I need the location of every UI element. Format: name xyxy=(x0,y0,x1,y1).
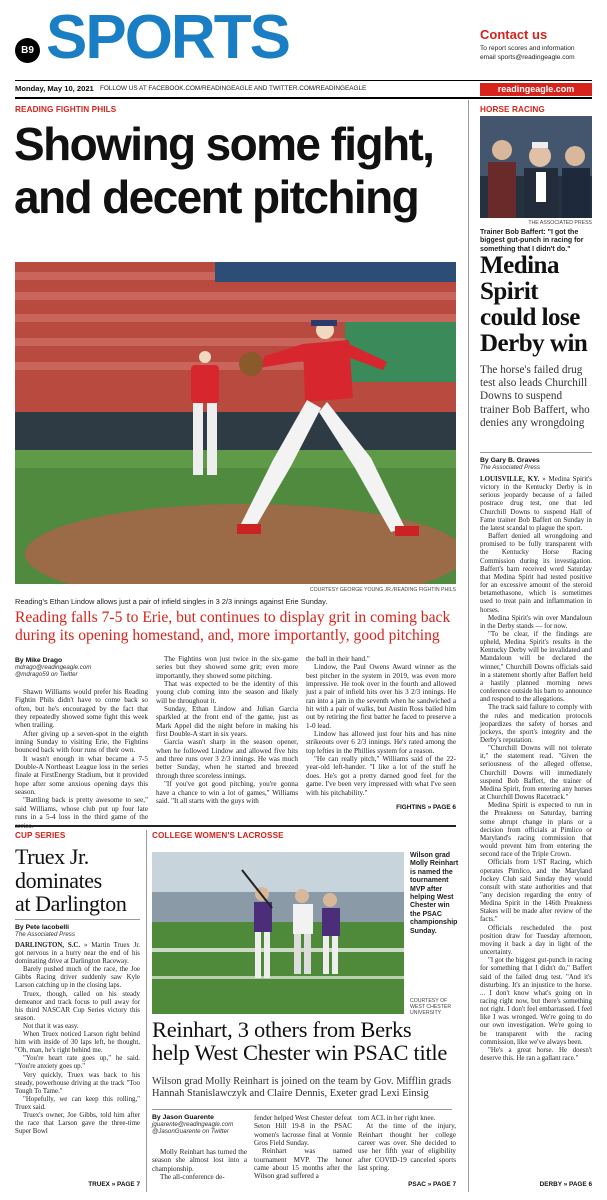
lead-deck-2: during its opening homestand, and, more importantly, good pitching xyxy=(15,627,440,644)
cup-byline-block xyxy=(15,924,140,938)
cup-jump[interactable]: TRUEX » PAGE 7 xyxy=(88,1181,140,1188)
cup-divider xyxy=(146,830,147,1192)
lax-headline-2: help West Chester win PSAC title xyxy=(152,1040,448,1065)
lax-col-3: torn ACL in her right knee. At the time of the injury, Reinhart thought her college career was over. She decided to use her fifth year of eligibility after COVID-19 canceled sports last spring. xyxy=(358,1114,456,1173)
racing-headline: Medina Spirit could lose Derby win xyxy=(480,252,588,357)
date-rule xyxy=(15,97,592,99)
lead-col-2: The Fightins won just twice in the six-game series but they showed some grit; even more importantly, they showed some pitching. That was expected to be the identity of this young club coming into the season and likely will be throughout it. Sunday, Ethan Lindow and Julian Garcia sparkled at the front end of the game, just as Mark Appel did the night before in making his first Double-A start in six years. Garcia wasn't sharp in the season opener, when he followed Lindow and allowed five hits and three runs over 3 2/3 innings. He was much better Sunday, when he started and breezed through three scoreless innings. "If you've got good pitching, you're gonna have a chance to win a lot of games," Williams said. "It all starts with the guys with xyxy=(156,655,298,805)
lead-section-label: READING FIGHTIN PHILS xyxy=(15,105,117,114)
lead-photo xyxy=(15,262,456,584)
lax-headline-1: Reinhart, 3 others from Berks xyxy=(152,1017,412,1042)
racing-body: LOUISVILLE, KY. » Medina Spirit's victory in the Kentucky Derby is in serious jeopardy because of a failed postrace drug test, one that led Churchill Downs to suspend Hall of Fame trainer Bob Baffert on Sunday in the latest scandal to plague the sport. Baffert denied all wrongdoing and promised to be fully transparent with the Kentucky Horse Racing Commission during its investigation. Baffert's barn received word Saturday that Medina Spirit had tested positive for an excessive amount of the steroid betamethasone, which is sometimes used to treat pain and inflammation in horses. Medina Spirit's win over Mandaloun in the Derby stands — for now. "To be clear, if the findings are upheld, Medina Spirit's results in the Kentucky Derby will be invalidated and Mandaloun will be declared the winner," Churchill Downs officials said in a statement shortly after Baffert held a hastily planned morning news conference outside his barn to announce and respond to the allegations. The track said failure to comply with the rules and medication protocols jeopardizes the safety of horses and jockeys, the sport's integrity and the Derby's reputation. "Churchill Downs will not tolerate it," the statement read. "Given the seriousness of the alleged offense, Churchill Downs will immediately suspend Bob Baffert, the trainer of Medina Spirit, from entering any horses at Churchill Downs Racetrack." Medina Spirit is expected to run in the Preakness on Saturday, barring some abrupt change in plans or a decision from officials at Pimlico or Maryland's racing commission that would prevent him from entering the second race of the Triple Crown. Officials from 1/ST Racing, which operates Pimlico, and the Maryland Jockey Club said Sunday they would consult with state authorities and that "any decision regarding the entry of Medina Spirit in the 146th Preakness Stakes will be made after review of the facts." Officials rescheduled the post position draw for Tuesday afternoon, moving it back a day in light of the uncertainty. "I got the biggest gut-punch in racing for something that I didn't do," Baffert said of the failed drug test. "And it's disturbing. It's an injustice to the horse. ... I don't know what's going on in racing right now, but there's something not right. I don't feel embarrassed. I feel like I was wronged. We're going to do our own investigation. We're going to be transparent with the racing commission, like we've always been. "He's a great horse. He doesn't deserve this. He ran a gallant race." xyxy=(480,475,593,1063)
column-divider xyxy=(468,100,469,1192)
lax-photo xyxy=(152,852,404,1014)
lax-col-2: fender helped West Chester defeat Seton Hill 19-8 in the PSAC women's lacrosse final at Vonnie Gros Field Sunday. Reinhart was named tournament MVP. The honor came about 15 months after the Wilson grad suffered a xyxy=(254,1114,352,1181)
lead-byline-block xyxy=(15,657,145,679)
masthead xyxy=(0,0,607,94)
cup-byline: By Pete Iacobelli xyxy=(15,924,70,931)
racing-rule xyxy=(480,452,592,453)
cup-section-label: CUP SERIES xyxy=(15,831,66,840)
lead-col-1: Shawn Williams would prefer his Reading Fightin Phils didn't have to come back so often, but he's encouraged by the fact that they repeatedly showed some fight this week when trailing. After giving up a seven-spot in the eighth inning Sunday to visiting Erie, the Fightins bounced back with four runs of their own. It wasn't enough in what became a 7-5 Double-A Northeast League loss in the series finale at FirstEnergy Stadium, but it provided hope after some anxious opening days this season. "Battling back is pretty awesome to see," said Williams, whose club put up four late runs in a 5-4 loss in the third game of the xyxy=(15,688,148,822)
cup-body: DARLINGTON, S.C. » Martin Truex Jr. got nervous in a hurry near the end of his dominating drive at Darlington Raceway. Barely pushed much of the race, the Joe Gibbs Racing driver suddenly saw Kyle Larson catching up in the closing laps. Truex, though, called on his steady demeanor and track focus to pull away for his third NASCAR Cup Series victory this season. Not that it was easy. When Truex noticed Larson right behind him with inside of 30 laps left, he thought, "Oh, man, he's right behind me. "You're heart rate goes up," he said. "You're anxiety goes up." Very quickly, Truex was back to his steady, powerhouse driving at the track "Too Tough To Tame." "Hopefully, we can keep this rolling," Truex said. Truex's owner, Joe Gibbs, told him after the race that Larson gave the three-time Super Bowl xyxy=(15,942,140,1136)
lax-deck-1: Wilson grad Molly Reinhart is joined on the team by Gov. Mifflin grads xyxy=(152,1076,452,1087)
lead-by-email[interactable]: mdrago@readingeagle.com xyxy=(15,664,92,671)
lax-col-1: Molly Reinhart has turned the season she almost lost into a championship. The all-conference de- xyxy=(152,1148,247,1182)
section-title: SPORTS xyxy=(46,3,289,72)
lead-headline-1: Showing some fight, xyxy=(14,118,434,170)
lax-by-twitter: @JasonGuarente on Twitter xyxy=(152,1128,230,1136)
racing-by-org: The Associated Press xyxy=(480,464,540,471)
lead-deck-1: Reading falls 7-5 to Erie, but continues to display grit in coming back xyxy=(15,609,451,626)
lax-byline-block xyxy=(152,1114,247,1136)
lax-photo-credit: COURTESY OF WEST CHESTER UNIVERSITY xyxy=(410,998,452,1016)
lead-jump[interactable]: FIGHTINS » PAGE 6 xyxy=(396,804,456,811)
lead-photo-credit: COURTESY GEORGE YOUNG JR./READING FIGHTIN PHILS xyxy=(309,587,456,593)
lead-byline: By Mike Drago xyxy=(15,657,63,664)
follow-line: FOLLOW US AT FACEBOOK.COM/READINGEAGLE AND TWITTER.COM/READINGEAGLE xyxy=(100,85,367,92)
lead-by-twitter: @mdrago59 on Twitter xyxy=(15,671,78,679)
lax-jump[interactable]: PSAC » PAGE 7 xyxy=(408,1181,456,1188)
site-link[interactable]: readingeagle.com xyxy=(480,83,592,96)
lax-photo-caption: Wilson grad Molly Reinhart is named the tournament MVP after helping West Chester win the PSAC championship Sunday. xyxy=(410,852,459,935)
contact-line-1: To report scores and information xyxy=(480,45,575,52)
lax-section-label: COLLEGE WOMEN'S LACROSSE xyxy=(152,831,284,840)
lead-col-3: the ball in their hand." Lindow, the Paul Owens Award winner as the best pitcher in the system in 2019, was even more impressive. He took over in the fourth and allowed just a pair of infield hits over his 3 2/3 innings. He ran into a jam in the seventh when he sandwiched a hit with a pair of walks, but Austin Ross bailed him out by retiring the first batter he faced to preserve a 1-0 lead. Lindow has allowed just four hits and has nine strikeouts over 6 2/3 innings. He's rated among the top lefties in the Phillies system for a reason. "He can really pitch," Williams said of the 22-year-old left-hander. "I like a lot of the stuff he does. He's got a pretty darned good feel for the game. I've been very impressed with what I've seen with his pitchability." xyxy=(306,655,456,797)
racing-jump[interactable]: DERBY » PAGE 6 xyxy=(539,1181,592,1188)
racing-byline: By Gary B. Graves xyxy=(480,457,540,464)
date-line: Monday, May 10, 2021 xyxy=(15,84,94,93)
racing-photo-credit: THE ASSOCIATED PRESS xyxy=(528,220,592,226)
bottom-rule xyxy=(15,825,456,827)
cup-rule xyxy=(15,919,140,920)
lead-headline-2: and decent pitching xyxy=(14,171,419,223)
contact-line-2: email sports@readingeagle.com xyxy=(480,54,575,61)
masthead-rule xyxy=(15,80,592,81)
lax-by-email[interactable]: jguarente@readingeagle.com xyxy=(152,1121,234,1128)
lax-rule xyxy=(152,1109,452,1110)
page-badge: B9 xyxy=(15,38,40,63)
racing-section-label: HORSE RACING xyxy=(480,105,545,114)
cup-headline: Truex Jr. dominates at Darlington xyxy=(15,844,127,916)
racing-byline-block xyxy=(480,457,592,471)
lax-deck-2: Hannah Stanislawczyk and Claire Dennis, Exeter grad Lexi Einsig xyxy=(152,1088,429,1099)
cup-by-org: The Associated Press xyxy=(15,931,75,938)
racing-photo-caption: Trainer Bob Baffert: "I got the biggest gut-punch in racing for something that I didn't do." xyxy=(480,229,584,253)
lead-photo-caption: Reading's Ethan Lindow allows just a pair of infield singles in 3 2/3 innings against Erie Sunday. xyxy=(15,597,328,606)
racing-photo xyxy=(480,116,592,218)
contact-title: Contact us xyxy=(480,27,548,42)
lax-byline: By Jason Guarente xyxy=(152,1114,214,1121)
racing-deck: The horse's failed drug test also leads Churchill Downs to suspend trainer Bob Baffert, who denies any wrongdoing xyxy=(480,364,590,429)
